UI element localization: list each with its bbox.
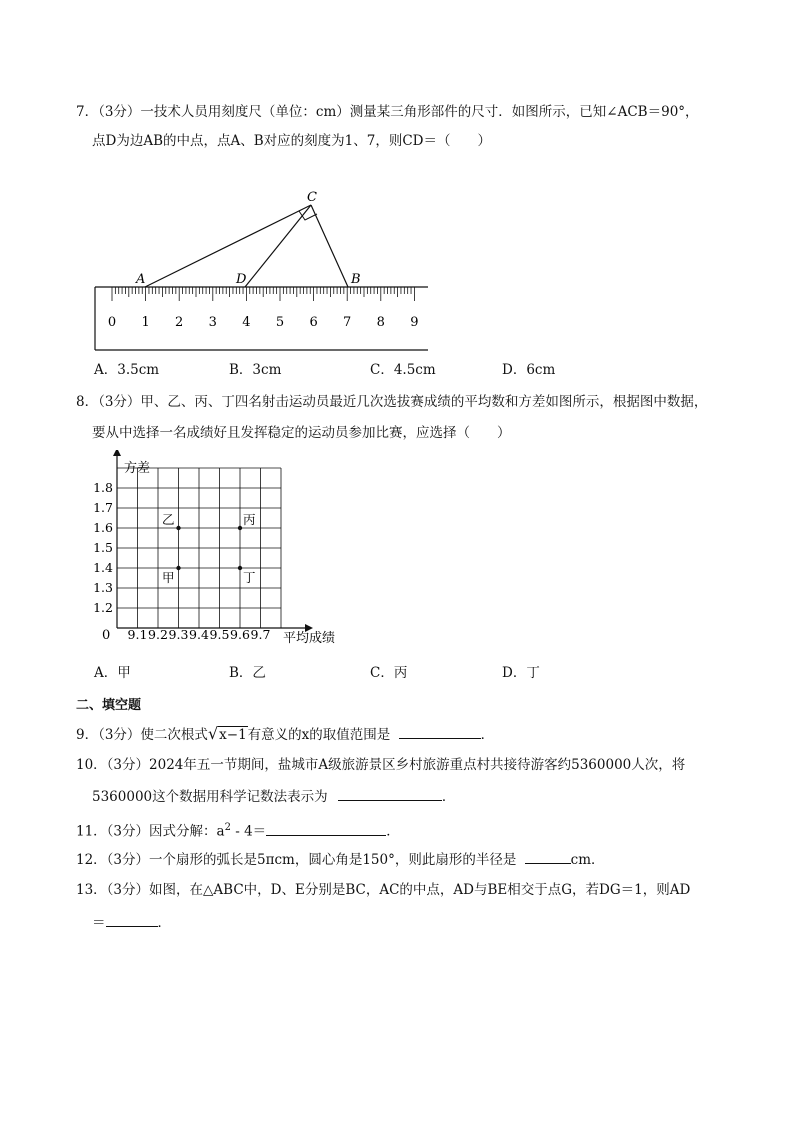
ruler-label: 3 <box>208 315 217 330</box>
data-point-label: 丁 <box>243 570 256 585</box>
y-tick-label: 1.4 <box>93 560 113 575</box>
q12-pre: 12．（3分）一个扇形的弧长是5πcm，圆心角是150°，则此扇形的半径是 <box>76 852 517 868</box>
ruler-label: 8 <box>376 315 385 330</box>
x-tick-label: 9.1 <box>127 627 148 642</box>
q10-line2 <box>92 786 455 807</box>
q7-stem-line2: 点D为边AB的中点，点A、B对应的刻度为1、7，则CD＝（ ） <box>92 133 491 149</box>
q8-stem-line2: 要从中选择一名成绩好且发挥稳定的运动员参加比赛，应选择（ ） <box>92 425 511 441</box>
q11-answer-blank[interactable] <box>266 821 386 836</box>
q13-answer-blank[interactable] <box>106 912 158 927</box>
q8-option-c[interactable]: C．丙 <box>370 665 408 681</box>
ruler-label: 0 <box>107 315 117 330</box>
y-tick-label: 1.2 <box>93 600 113 615</box>
q9-sqrt-sign: √ <box>207 724 219 743</box>
q9-answer-blank[interactable] <box>399 724 481 739</box>
q9 <box>76 724 494 745</box>
q13-line2 <box>92 912 171 933</box>
x-tick-label: 9.4 <box>189 627 209 642</box>
q7-option-a[interactable]: A．3.5cm <box>94 362 160 378</box>
segment-AC <box>145 205 311 287</box>
q7-option-c[interactable]: C．4.5cm <box>370 362 436 378</box>
q10-end: ． <box>441 789 456 805</box>
data-point-label: 乙 <box>161 512 175 527</box>
q8-option-a[interactable]: A．甲 <box>94 665 131 681</box>
y-tick-label: 1.3 <box>93 580 113 595</box>
q8-option-d[interactable]: D．丁 <box>502 665 540 681</box>
chart-points <box>162 512 256 585</box>
q9-radicand: x−1 <box>219 727 247 743</box>
x-tick-label: 9.6 <box>230 627 250 642</box>
point-A-label: A <box>136 272 146 287</box>
y-tick-label: 1.7 <box>93 500 113 515</box>
chart-grid <box>117 468 281 628</box>
y-tick-label: 1.6 <box>93 520 113 535</box>
q7-ruler-figure <box>0 0 794 400</box>
point-C-label: C <box>307 190 317 205</box>
segment-CB <box>311 205 348 287</box>
data-point <box>176 526 180 530</box>
chart-axes <box>113 450 313 632</box>
q8-stem-line1: 8．（3分）甲、乙、丙、丁四名射击运动员最近几次选拔赛成绩的平均数和方差如图所示，根据图中数据， <box>76 394 708 410</box>
chart-origin-label: 0 <box>102 628 111 643</box>
q13-stem-line1: 13．（3分）如图，在△ABC中，D、E分别是BC，AC的中点，AD与BE相交于点G，若DG＝1，则AD <box>76 882 691 898</box>
q12-answer-blank[interactable] <box>525 849 571 864</box>
segment-CD <box>245 205 311 287</box>
q12-post: cm． <box>570 852 605 868</box>
q11-pre: 11．（3分）因式分解：a <box>76 823 225 840</box>
ruler-ticks <box>112 287 414 301</box>
data-point <box>238 566 242 570</box>
q8-variance-chart <box>0 450 360 650</box>
q7-option-b[interactable]: B．3cm <box>229 362 282 378</box>
x-tick-label: 9.3 <box>168 627 189 642</box>
ruler-label: 4 <box>242 315 251 330</box>
ruler-label: 7 <box>343 315 352 330</box>
point-B-label: B <box>351 272 361 287</box>
q7-option-d[interactable]: D．6cm <box>502 362 556 378</box>
q7-stem-line1: 7．（3分）一技术人员用刻度尺（单位：cm）测量某三角形部件的尺寸．如图所示，已知∠ACB＝90°， <box>76 104 699 120</box>
section-title-fill-in: 二、填空题 <box>76 698 142 713</box>
chart-x-axis-label: 平均成绩 <box>283 631 336 646</box>
q10-answer-blank[interactable] <box>338 786 442 801</box>
q13-end: ． <box>157 915 171 931</box>
q11-exponent: 2 <box>224 822 231 833</box>
ruler-label: 5 <box>275 315 285 330</box>
q9-pre: 9．（3分）使二次根式 <box>76 727 208 743</box>
q9-end: ． <box>480 727 495 743</box>
ruler-label: 2 <box>175 315 184 330</box>
q10-line2-text: 5360000这个数据用科学记数法表示为 <box>92 789 328 805</box>
q9-post: 有意义的x的取值范围是 <box>247 727 391 743</box>
q11-post: - 4＝ <box>230 823 267 840</box>
data-point-label: 甲 <box>161 570 175 585</box>
y-tick-label: 1.5 <box>93 540 113 555</box>
q13-line2-pre: ＝ <box>92 915 106 931</box>
data-point-label: 丙 <box>243 512 256 527</box>
point-D-label: D <box>236 272 247 287</box>
y-axis-arrow <box>113 450 121 456</box>
ruler-label: 9 <box>410 315 419 330</box>
chart-y-axis-label: 方差 <box>124 461 151 476</box>
y-tick-label: 1.8 <box>93 480 113 495</box>
q12 <box>76 849 605 870</box>
x-tick-label: 9.5 <box>209 627 230 642</box>
q10-stem-line1: 10．（3分）2024年五一节期间，盐城市A级旅游景区乡村旅游重点村共接待游客约5360000人次，将 <box>76 757 686 773</box>
ruler-label: 1 <box>141 315 150 330</box>
data-point <box>176 566 180 570</box>
ruler-labels <box>108 315 419 330</box>
x-tick-label: 9.2 <box>148 627 168 642</box>
chart-tick-labels <box>93 480 270 642</box>
ruler-label: 6 <box>309 315 318 330</box>
data-point <box>238 526 242 530</box>
q11 <box>76 818 400 842</box>
q8-option-b[interactable]: B．乙 <box>229 665 266 681</box>
q11-end: ． <box>386 823 400 840</box>
x-tick-label: 9.7 <box>250 627 271 642</box>
